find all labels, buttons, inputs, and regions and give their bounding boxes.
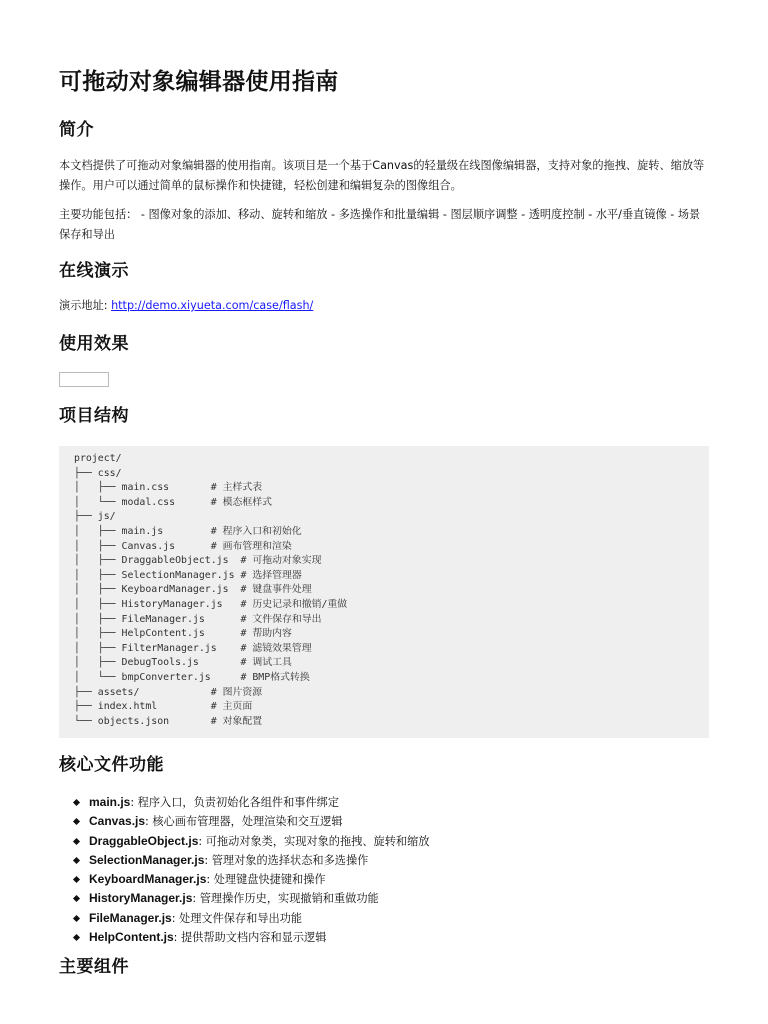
list-item — [59, 928, 429, 947]
list-item — [59, 851, 429, 870]
section-heading-intro: 简介 — [59, 120, 94, 140]
file-description: : 管理操作历史，实现撤销和重做功能 — [192, 892, 379, 906]
section-heading-demo: 在线演示 — [59, 261, 129, 281]
section-heading-structure: 项目结构 — [59, 406, 129, 426]
file-description: : 处理文件保存和导出功能 — [171, 911, 303, 925]
bullet-icon — [73, 799, 80, 806]
features-paragraph: 主要功能包括： - 图像对象的添加、移动、旋转和缩放 - 多选操作和批量编辑 - 图层顺序调整 - 透明度控制 - 水平/垂直镜像 - 场景保存和导出 — [59, 208, 701, 241]
bullet-icon — [73, 895, 80, 902]
file-name: SelectionManager.js — [89, 852, 205, 867]
bullet-icon — [73, 934, 80, 941]
list-item — [59, 909, 429, 928]
file-description: : 处理键盘快捷键和操作 — [206, 873, 326, 887]
file-name: Canvas.js — [89, 814, 146, 829]
file-name: HistoryManager.js — [89, 891, 193, 906]
file-name: main.js — [89, 795, 131, 809]
intro-paragraph: 本文档提供了可拖动对象编辑器的使用指南。该项目是一个基于Canvas的轻量级在线图像编辑器，支持对象的拖拽、旋转、缩放等操作。用户可以通过简单的鼠标操作和快捷键，轻松创建和编辑复杂的图像组合。 — [59, 159, 705, 192]
list-item — [59, 812, 429, 831]
demo-link[interactable]: http://demo.xiyueta.com/case/flash/ — [111, 299, 314, 312]
file-description: : 核心画布管理器，处理渲染和交互逻辑 — [145, 815, 343, 829]
file-name: DraggableObject.js — [89, 833, 199, 848]
file-description: : 提供帮助文档内容和显示逻辑 — [173, 931, 327, 945]
bullet-icon — [73, 857, 80, 864]
list-item — [59, 832, 429, 851]
file-description: : 管理对象的选择状态和多选操作 — [204, 853, 369, 867]
section-heading-components: 主要组件 — [59, 957, 129, 977]
file-name: KeyboardManager.js — [89, 872, 207, 887]
file-description: : 可拖动对象类，实现对象的拖拽、旋转和缩放 — [198, 834, 430, 848]
section-heading-effect: 使用效果 — [59, 334, 129, 354]
file-name: HelpContent.js — [89, 930, 174, 945]
file-name: FileManager.js — [89, 910, 172, 925]
demo-address-label: 演示地址: — [59, 299, 112, 312]
section-heading-core-files: 核心文件功能 — [59, 755, 164, 775]
bullet-icon — [73, 876, 80, 883]
bullet-icon — [73, 915, 80, 922]
page-title: 可拖动对象编辑器使用指南 — [59, 69, 339, 95]
list-item — [59, 870, 429, 889]
core-files-list — [59, 793, 429, 947]
bullet-icon — [73, 818, 80, 825]
list-item — [59, 889, 429, 908]
list-item — [59, 793, 429, 812]
bullet-icon — [73, 838, 80, 845]
effect-image-placeholder — [59, 372, 109, 387]
project-structure-code: project/ ├── css/ │ ├── main.css # 主样式表 │ └── modal.css # 模态框样式 ├── js/ │ ├── main.js # 程序入口和初始化 │ ├── Canvas.js # 画布管理和渲染 │ ├── DraggableObject.js # 可拖动对象实现 │ ├── SelectionManager.js # 选择管理器 │ ├── KeyboardManager.js # 键盘事件处理 │ ├── HistoryManager.js # 历史记录和撤销/重做 │ ├── FileManager.js # 文件保存和导出 │ ├── HelpContent.js # 帮助内容 │ ├── FilterManager.js # 滤镜效果管理 │ ├── DebugTools.js # 调试工具 │ └── bmpConverter.js # BMP格式转换 ├── assets/ # 图片资源 ├── index.html # 主页面 └── objects.json # 对象配置 — [59, 446, 709, 738]
file-description: : 程序入口，负责初始化各组件和事件绑定 — [130, 796, 340, 809]
demo-address — [59, 296, 709, 316]
